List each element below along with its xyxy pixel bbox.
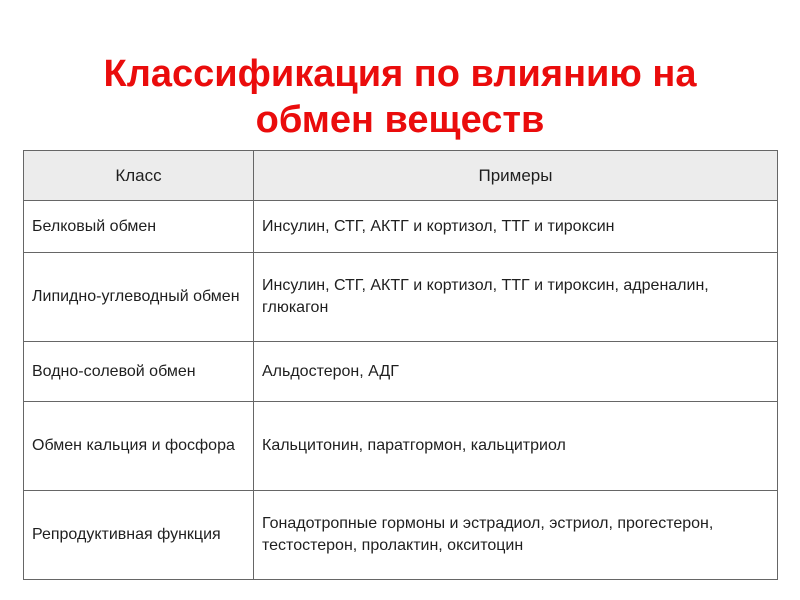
table-row	[24, 201, 778, 253]
row-examples-cell: Гонадотропные гормоны и эстрадиол, эстриол, прогестерон, тестостерон, пролактин, окситоцин	[254, 491, 778, 580]
row-examples-cell: Альдостерон, АДГ	[254, 342, 778, 402]
table-row	[24, 402, 778, 491]
row-class-cell: Обмен кальция и фосфора	[24, 402, 254, 491]
header-class: Класс	[24, 151, 254, 201]
row-examples-cell: Кальцитонин, паратгормон, кальцитриол	[254, 402, 778, 491]
table-row	[24, 491, 778, 580]
row-class-cell: Белковый обмен	[24, 201, 254, 253]
slide-title-line-1: Классификация по влиянию на	[103, 53, 697, 96]
header-examples: Примеры	[254, 151, 778, 201]
table-row	[24, 342, 778, 402]
row-examples-cell: Инсулин, СТГ, АКТГ и кортизол, ТТГ и тироксин	[254, 201, 778, 253]
table-header-row	[24, 151, 778, 201]
row-class-cell: Водно-солевой обмен	[24, 342, 254, 402]
table-row	[24, 253, 778, 342]
slide-title-line-2: обмен веществ	[255, 99, 545, 142]
slide-title	[0, 51, 800, 143]
classification-table	[23, 150, 778, 580]
row-class-cell: Липидно-углеводный обмен	[24, 253, 254, 342]
row-examples-cell: Инсулин, СТГ, АКТГ и кортизол, ТТГ и тироксин, адреналин, глюкагон	[254, 253, 778, 342]
row-class-cell: Репродуктивная функция	[24, 491, 254, 580]
